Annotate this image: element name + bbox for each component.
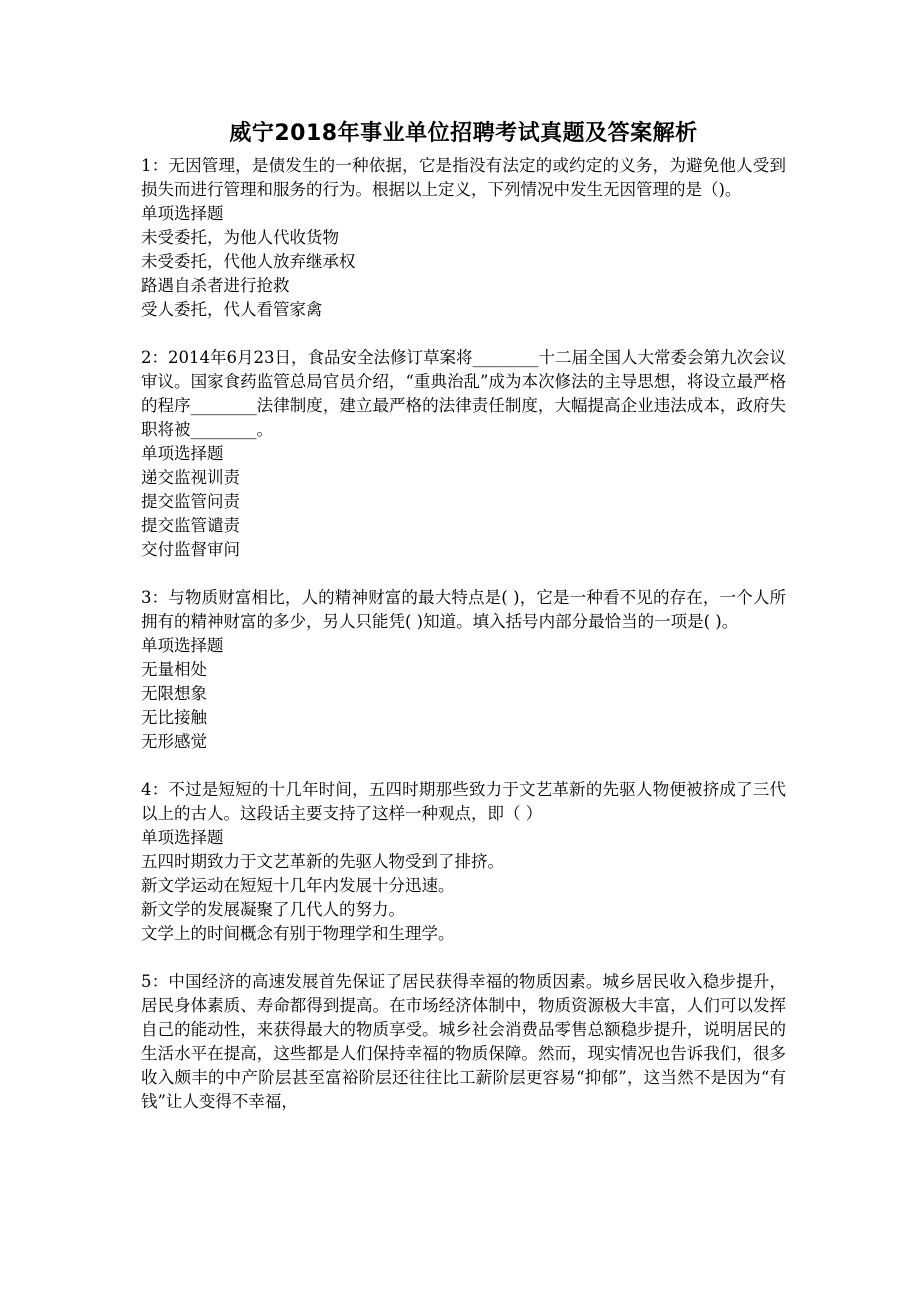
question-5 <box>141 970 786 1114</box>
question-type: 单项选择题 <box>141 444 224 463</box>
option-c: 无比接触 <box>141 708 207 727</box>
question-type: 单项选择题 <box>141 636 224 655</box>
option-b: 无限想象 <box>141 684 207 703</box>
question-stem: 4：不过是短短的十几年时间，五四时期那些致力于文艺革新的先驱人物便被挤成了三代以上的古人。这段话主要支持了这样一种观点，即（ ） <box>141 780 786 823</box>
question-3 <box>141 586 786 754</box>
option-d: 无形感觉 <box>141 732 207 751</box>
option-c: 路遇自杀者进行抢救 <box>141 276 290 295</box>
question-type: 单项选择题 <box>141 828 224 847</box>
option-c: 新文学的发展凝聚了几代人的努力。 <box>141 900 405 919</box>
option-c: 提交监管谴责 <box>141 516 240 535</box>
option-d: 交付监督审问 <box>141 540 240 559</box>
option-d: 受人委托，代人看管家禽 <box>141 300 323 319</box>
question-2 <box>141 346 786 562</box>
option-b: 未受委托，代他人放弃继承权 <box>141 252 356 271</box>
option-a: 未受委托，为他人代收货物 <box>141 228 339 247</box>
question-type: 单项选择题 <box>141 204 224 223</box>
question-stem: 5：中国经济的高速发展首先保证了居民获得幸福的物质因素。城乡居民收入稳步提升，居民身体素质、寿命都得到提高。在市场经济体制中，物质资源极大丰富，人们可以发挥自己的能动性，来获得最大的物质享受。城乡社会消费品零售总额稳步提升，说明居民的生活水平在提高，这些都是人们保持幸福的物质保障。然而，现实情况也告诉我们，很多收入颇丰的中产阶层甚至富裕阶层还往往比工薪阶层更容易“抑郁”，这当然不是因为“有钱”让人变得不幸福， <box>141 972 786 1111</box>
option-b: 新文学运动在短短十几年内发展十分迅速。 <box>141 876 455 895</box>
question-1 <box>141 154 786 322</box>
question-stem: 1：无因管理，是债发生的一种依据，它是指没有法定的或约定的义务，为避免他人受到损失而进行管理和服务的行为。根据以上定义，下列情况中发生无因管理的是（)。 <box>141 156 786 199</box>
option-d: 文学上的时间概念有别于物理学和生理学。 <box>141 924 455 943</box>
document-title: 威宁2018年事业单位招聘考试真题及答案解析 <box>229 121 698 146</box>
option-a: 无量相处 <box>141 660 207 679</box>
option-a: 五四时期致力于文艺革新的先驱人物受到了排挤。 <box>141 852 504 871</box>
question-4 <box>141 778 786 946</box>
question-stem: 2：2014年6月23日，食品安全法修订草案将________十二届全国人大常委会第九次会议审议。国家食药监管总局官员介绍，“重典治乱”成为本次修法的主导思想，将设立最严格的程序________法律制度，建立最严格的法律责任制度，大幅提高企业违法成本，政府失职将被________。 <box>141 348 786 439</box>
option-a: 递交监视训责 <box>141 468 240 487</box>
question-stem: 3：与物质财富相比，人的精神财富的最大特点是( )，它是一种看不见的存在，一个人所拥有的精神财富的多少，另人只能凭( )知道。填入括号内部分最恰当的一项是( )。 <box>141 588 786 631</box>
document-page <box>141 118 786 1138</box>
option-b: 提交监管问责 <box>141 492 240 511</box>
